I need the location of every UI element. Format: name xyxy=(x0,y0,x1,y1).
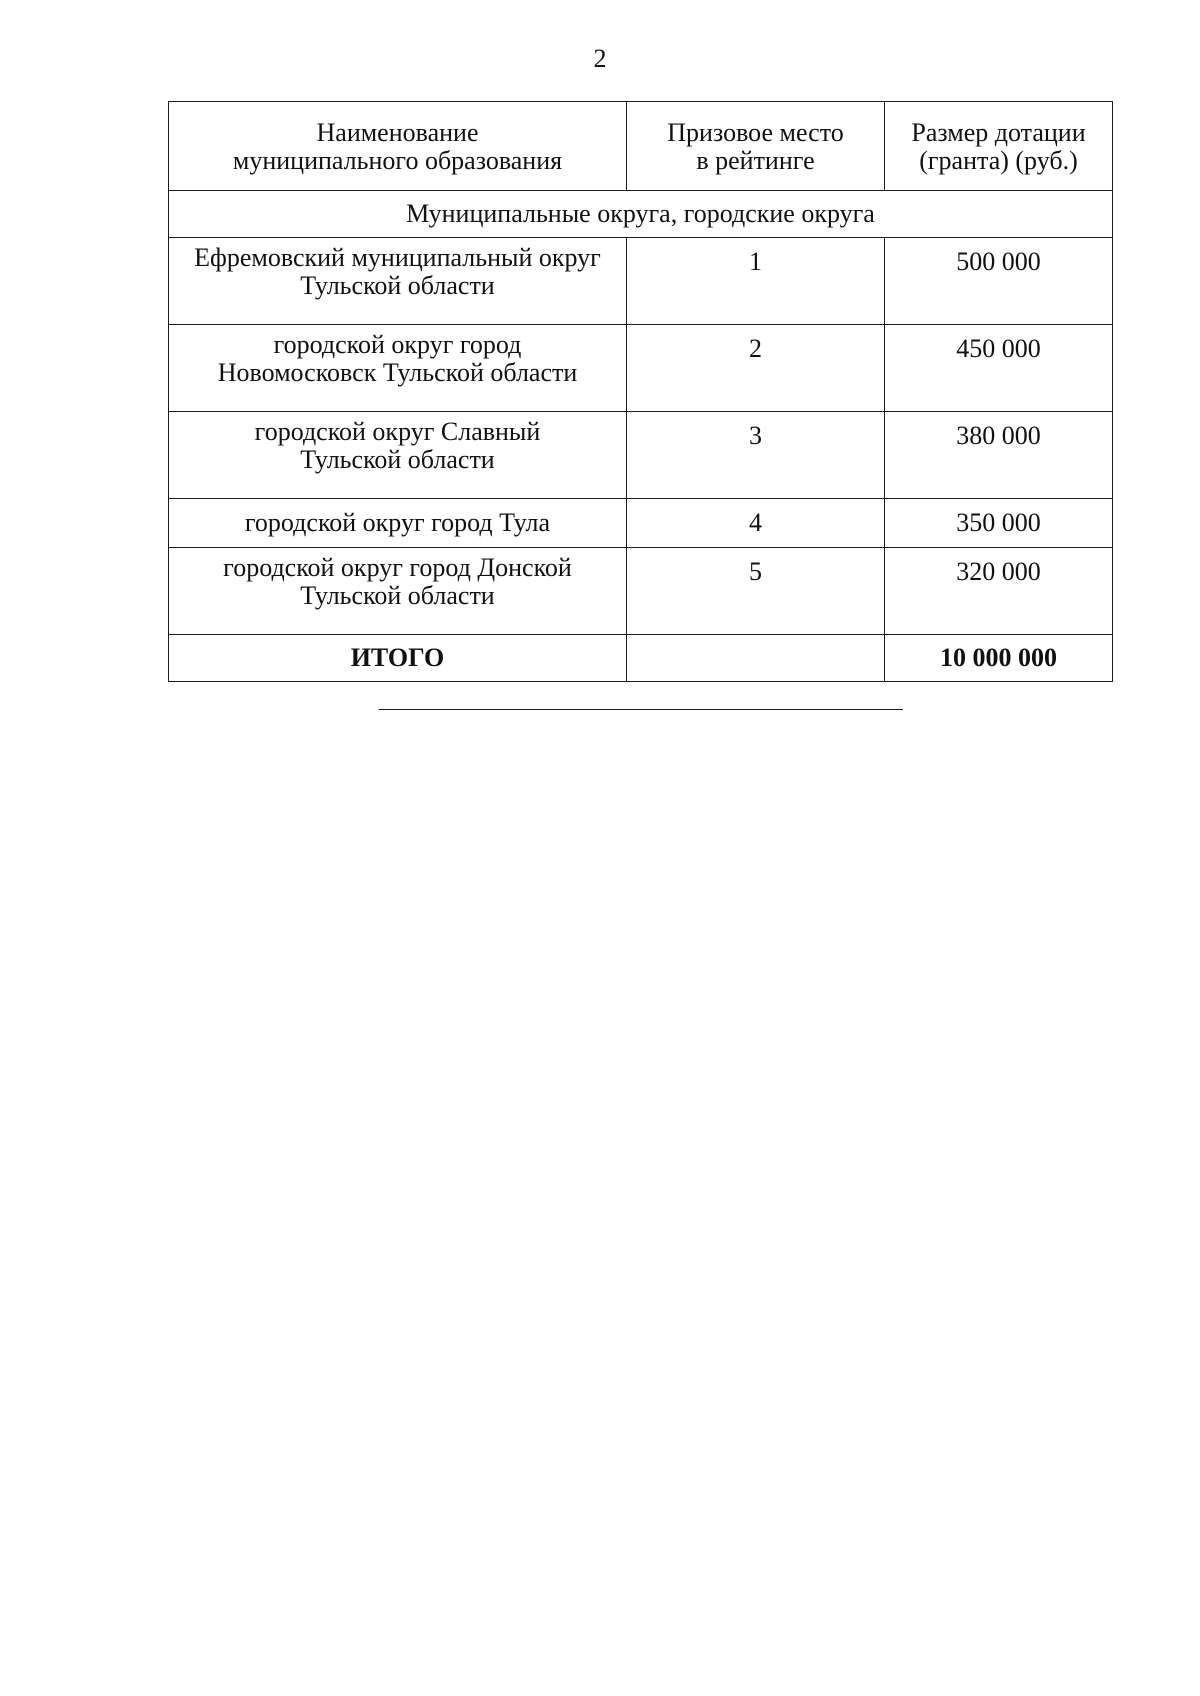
municipality-line: городской округ город Тула xyxy=(244,508,551,537)
place-cell: 3 xyxy=(627,412,885,499)
amount-cell: 500 000 xyxy=(885,238,1113,325)
header-place xyxy=(627,102,885,191)
municipality-cell xyxy=(169,499,627,548)
amount-cell: 350 000 xyxy=(885,499,1113,548)
total-label: ИТОГО xyxy=(169,635,627,682)
end-divider xyxy=(379,709,903,710)
amount-cell: 450 000 xyxy=(885,325,1113,412)
municipality-line: Тульской области xyxy=(300,581,495,610)
amount-cell: 380 000 xyxy=(885,412,1113,499)
header-amount xyxy=(885,102,1113,191)
municipality-line: городской округ город Донской xyxy=(223,553,572,582)
municipality-line: Тульской области xyxy=(300,445,495,474)
place-cell: 1 xyxy=(627,238,885,325)
municipality-line: Новомосковск Тульской области xyxy=(217,358,578,387)
header-amount-line-2: (гранта) (руб.) xyxy=(919,146,1078,175)
header-municipality xyxy=(169,102,627,191)
place-cell: 2 xyxy=(627,325,885,412)
municipality-line: Тульской области xyxy=(300,271,495,300)
municipality-cell xyxy=(169,412,627,499)
header-amount-line-1: Размер дотации xyxy=(911,118,1086,147)
table-header-row xyxy=(169,102,1113,191)
municipality-cell xyxy=(169,325,627,412)
section-title: Муниципальные округа, городские округа xyxy=(169,191,1113,238)
total-amount: 10 000 000 xyxy=(885,635,1113,682)
table-row xyxy=(169,499,1113,548)
header-municipality-line-1: Наименование xyxy=(316,118,479,147)
total-place xyxy=(627,635,885,682)
header-place-line-2: в рейтинге xyxy=(696,146,815,175)
place-cell: 5 xyxy=(627,548,885,635)
grants-table xyxy=(168,101,1113,682)
municipality-cell xyxy=(169,238,627,325)
municipality-line: городской округ Славный xyxy=(254,417,541,446)
page-number: 2 xyxy=(593,44,607,73)
header-municipality-line-2: муниципального образования xyxy=(232,146,563,175)
section-row xyxy=(169,191,1113,238)
place-cell: 4 xyxy=(627,499,885,548)
municipality-cell xyxy=(169,548,627,635)
municipality-line: Ефремовский муниципальный округ xyxy=(194,243,601,272)
table-row xyxy=(169,412,1113,499)
table-row xyxy=(169,325,1113,412)
table-row xyxy=(169,238,1113,325)
amount-cell: 320 000 xyxy=(885,548,1113,635)
header-place-line-1: Призовое место xyxy=(667,118,844,147)
total-row xyxy=(169,635,1113,682)
municipality-line: городской округ город xyxy=(273,330,522,359)
table-row xyxy=(169,548,1113,635)
